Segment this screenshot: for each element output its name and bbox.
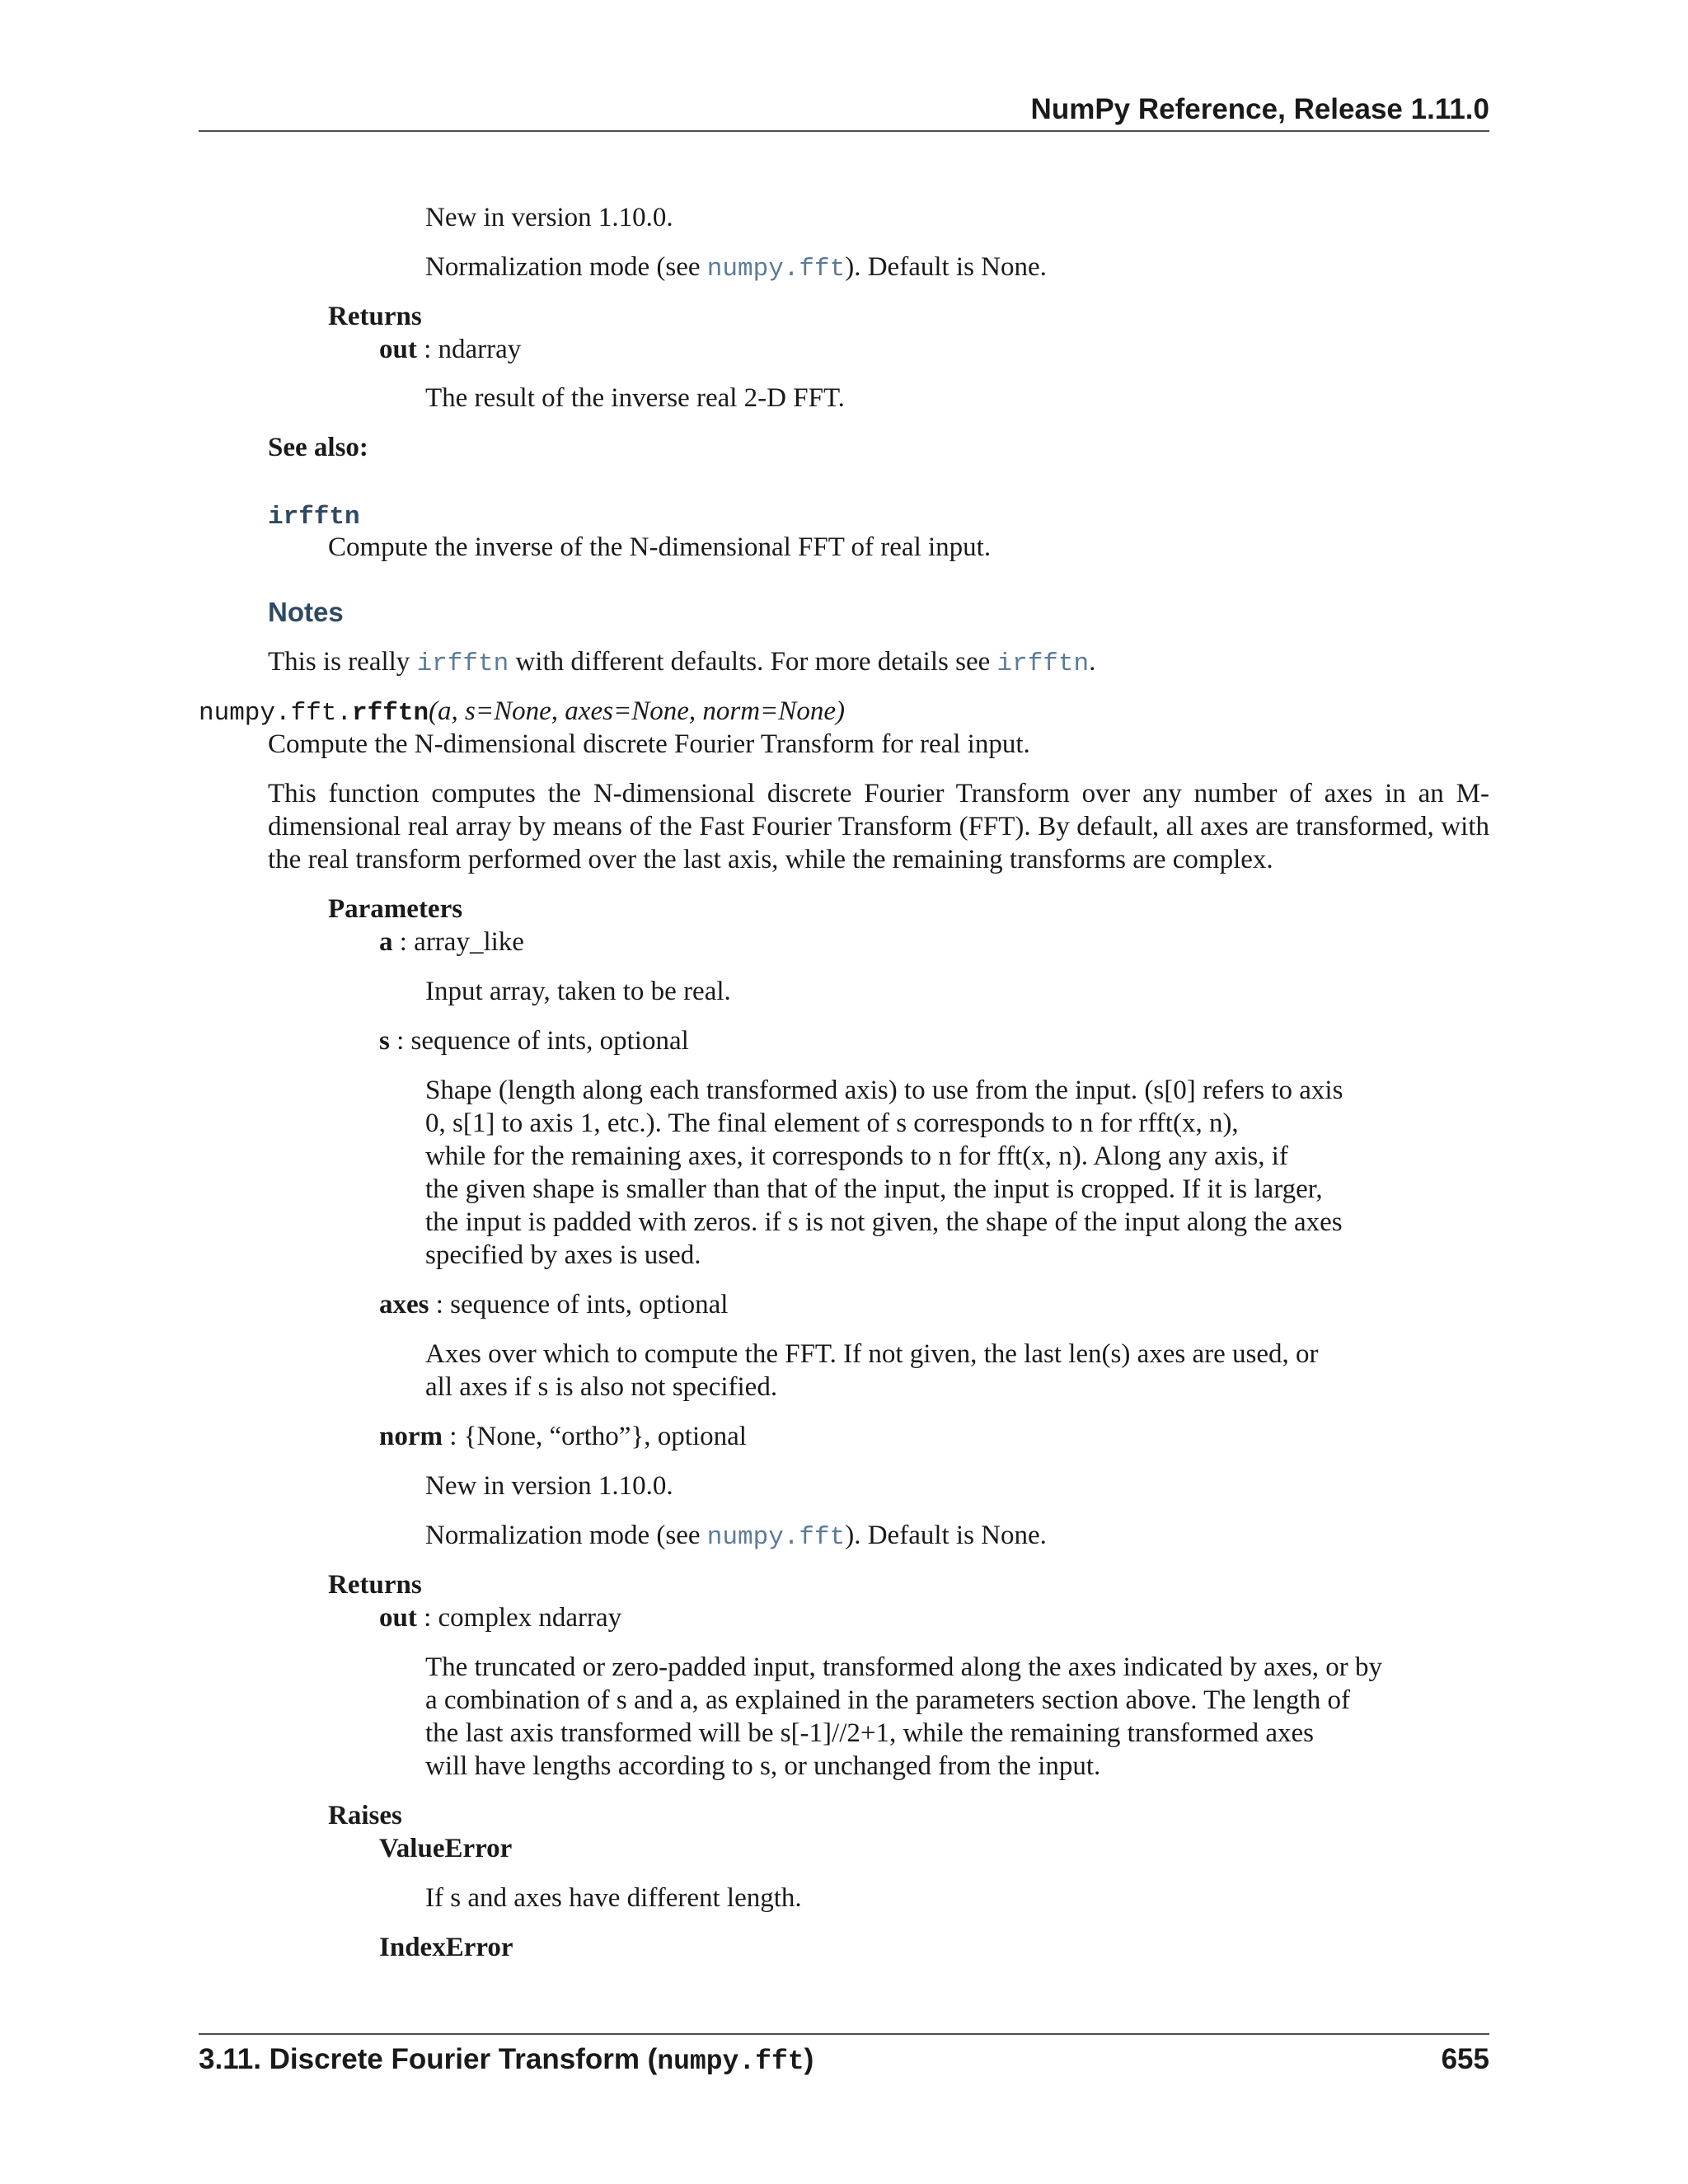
return-out-description-line: a combination of s and a, as explained in the parameters section above. The length of	[425, 1685, 1350, 1715]
param-s-description-line: specified by axes is used.	[425, 1240, 701, 1270]
version-note: New in version 1.10.0.	[425, 203, 673, 232]
param-axes: axes : sequence of ints, optional	[379, 1290, 729, 1319]
raises-valueerror: ValueError	[379, 1834, 513, 1863]
norm-description: Normalization mode (see numpy.fft). Default is None.	[425, 1521, 1047, 1552]
param-s-description-line: while for the remaining axes, it corresponds to n for fft(x, n). Along any axis, if	[425, 1141, 1288, 1171]
irfftn-link[interactable]: irfftn	[996, 649, 1090, 678]
parameters-heading: Parameters	[328, 894, 463, 924]
param-a-description: Input array, taken to be real.	[425, 977, 731, 1006]
param-s: s : sequence of ints, optional	[379, 1026, 689, 1056]
version-note: New in version 1.10.0.	[425, 1471, 673, 1501]
param-a: a : array_like	[379, 927, 524, 957]
footer-section-title: 3.11. Discrete Fourier Transform (numpy.fft)	[199, 2043, 814, 2077]
function-signature: numpy.fft.rfftn(a, s=None, axes=None, norm=None)	[199, 696, 845, 728]
irfftn-link[interactable]: irfftn	[416, 649, 509, 678]
running-header: NumPy Reference, Release 1.11.0	[1030, 93, 1489, 125]
see-also-heading: See also:	[268, 433, 368, 462]
function-summary: Compute the N-dimensional discrete Fourier Transform for real input.	[268, 729, 1030, 759]
return-out: out : ndarray	[379, 335, 522, 364]
see-also-irfftn-link[interactable]: irfftn	[268, 503, 360, 532]
header-rule	[199, 130, 1489, 132]
param-norm: norm : {None, “ortho”}, optional	[379, 1422, 747, 1451]
notes-text: This is really irfftn with different defaults. For more details see irfftn.	[268, 647, 1096, 678]
raises-heading: Raises	[328, 1801, 402, 1830]
returns-heading: Returns	[328, 1570, 422, 1600]
norm-description: Normalization mode (see numpy.fft). Default is None.	[425, 252, 1047, 284]
param-s-description-line: 0, s[1] to axis 1, etc.). The final element of s corresponds to n for rfft(x, n),	[425, 1108, 1239, 1138]
page-number: 655	[1441, 2043, 1489, 2075]
return-out-description-line: will have lengths according to s, or unchanged from the input.	[425, 1751, 1101, 1781]
return-out-description-line: the last axis transformed will be s[-1]//2+1, while the remaining transformed axes	[425, 1718, 1314, 1748]
param-axes-description-line: Axes over which to compute the FFT. If not given, the last len(s) axes are used, or	[425, 1339, 1319, 1369]
param-s-description-line: the given shape is smaller than that of the input, the input is cropped. If it is larger,	[425, 1174, 1323, 1204]
return-out-description: The result of the inverse real 2-D FFT.	[425, 383, 845, 413]
raises-valueerror-description: If s and axes have different length.	[425, 1883, 802, 1913]
param-s-description-line: Shape (length along each transformed axis) to use from the input. (s[0] refers to axis	[425, 1076, 1343, 1105]
param-axes-description-line: all axes if s is also not specified.	[425, 1372, 778, 1402]
raises-indexerror: IndexError	[379, 1933, 513, 1962]
function-description: This function computes the N-dimensional discrete Fourier Transform over any number of axes in an M-dimensional real array by means of the Fast Fourier Transform (FFT). By default, all axes are transformed, with the real transform performed over the last axis, while the remaining transforms are complex.	[268, 779, 1489, 874]
return-out-description-line: The truncated or zero-padded input, transformed along the axes indicated by axes, or by	[425, 1652, 1382, 1682]
return-out: out : complex ndarray	[379, 1603, 622, 1633]
notes-heading: Notes	[268, 597, 344, 627]
returns-heading: Returns	[328, 302, 422, 331]
param-s-description-line: the input is padded with zeros. if s is not given, the shape of the input along the axes	[425, 1207, 1343, 1237]
numpy-fft-link[interactable]: numpy.fft	[706, 255, 846, 284]
numpy-fft-link[interactable]: numpy.fft	[706, 1523, 846, 1552]
footer-rule	[199, 2033, 1489, 2035]
see-also-description: Compute the inverse of the N-dimensional FFT of real input.	[328, 532, 992, 562]
